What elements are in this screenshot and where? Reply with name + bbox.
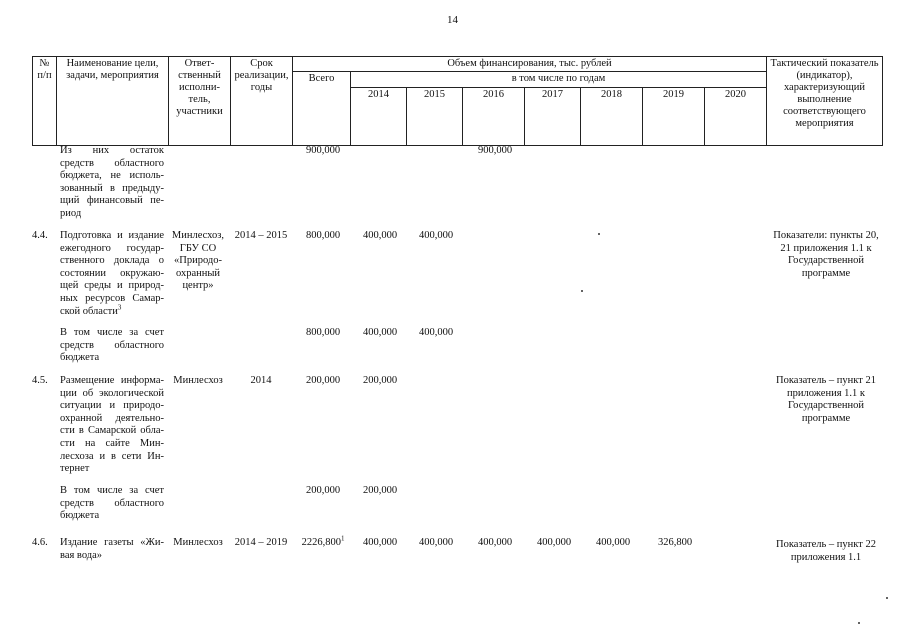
header-indicator: Тактический показатель (индикатор), характеризующий выполнение соответствующего мероприятия [767, 57, 883, 146]
scan-speck [858, 622, 860, 624]
header-total: Всего [293, 72, 351, 146]
row-2017: 400,000 [536, 537, 572, 548]
row-2014: 200,000 [362, 485, 398, 496]
row-2016: 900,000 [477, 145, 513, 156]
header-year: 2019 [643, 88, 705, 146]
row-name: В том числе за счет средств областного бюджета [60, 485, 164, 522]
row-indicator: Показатели: пункты 20, 21 приложения 1.1 к Государственной программе [773, 230, 879, 279]
row-responsible: Минлесхоз, ГБУ СО «Природо-охранный центр» [171, 230, 225, 292]
header-year: 2014 [351, 88, 407, 146]
row-total: 800,000 [305, 327, 341, 338]
row-total: 900,000 [305, 145, 341, 156]
row-2015: 400,000 [418, 230, 454, 241]
row-2014: 400,000 [362, 327, 398, 338]
row-name: В том числе за счет средств областного бюджета [60, 327, 164, 364]
header-by-years: в том числе по годам [351, 72, 767, 88]
row-total: 200,000 [305, 375, 341, 386]
row-total: 200,000 [305, 485, 341, 496]
row-name: Размещение информа-ции об экологической ситуации и природо-охранной деятельно-сти в Самарской обла-сти на сайте Мин-лесхоза и в сети Ин-тернет [60, 375, 164, 475]
row-2018: 400,000 [595, 537, 631, 548]
row-2014: 200,000 [362, 375, 398, 386]
footnote-mark: 1 [340, 534, 345, 543]
header-year: 2017 [525, 88, 581, 146]
header-year: 2018 [581, 88, 643, 146]
row-2019: 326,800 [657, 537, 693, 548]
header-num: № п/п [33, 57, 57, 146]
header-funding: Объем финансирования, тыс. рублей [293, 57, 767, 72]
header-year: 2016 [463, 88, 525, 146]
row-responsible: Минлесхоз [173, 375, 223, 386]
header-year: 2020 [705, 88, 767, 146]
row-term: 2014 – 2015 [234, 230, 288, 241]
row-2014: 400,000 [362, 537, 398, 548]
row-term: 2014 – 2019 [234, 537, 288, 548]
row-2014: 400,000 [362, 230, 398, 241]
row-name: Издание газеты «Жи-вая вода» [60, 537, 164, 561]
row-2015: 400,000 [418, 327, 454, 338]
row-2016: 400,000 [477, 537, 513, 548]
table-header [32, 56, 883, 146]
header-year: 2015 [407, 88, 463, 146]
row-indicator: Показатель – пункт 22 приложения 1.1 [776, 539, 876, 563]
page-number: 14 [447, 14, 458, 26]
row-term: 2014 [250, 375, 272, 386]
header-term: Срок реализации, годы [231, 57, 293, 146]
scan-speck [581, 290, 583, 292]
header-name: Наименование цели, задачи, мероприятия [57, 57, 169, 146]
scan-speck [886, 597, 888, 599]
row-indicator: Показатель – пункт 21 приложения 1.1 к Государственной программе [776, 375, 876, 424]
scan-speck [598, 233, 600, 235]
row-num: 4.6. [32, 537, 48, 548]
footnote-mark: 3 [117, 303, 122, 312]
row-2015: 400,000 [418, 537, 454, 548]
table-body [0, 145, 905, 640]
row-num: 4.5. [32, 375, 48, 386]
row-responsible: Минлесхоз [173, 537, 223, 548]
row-total: 800,000 [305, 230, 341, 241]
row-total: 2226,800$^1$ [301, 534, 345, 548]
row-num: 4.4. [32, 230, 48, 241]
header-responsible: Ответ-ственный исполни-тель, участники [169, 57, 231, 146]
row-name: Из них остаток средств областного бюджета, не исполь-зованный в предыду-щий финансовый пе-риод [60, 145, 164, 219]
row-name: Подготовка и издание ежегодного государ-ственного доклада о состоянии окружаю-щей среды и природ-ных ресурсов Самар-ской области$^3$ [60, 230, 164, 317]
